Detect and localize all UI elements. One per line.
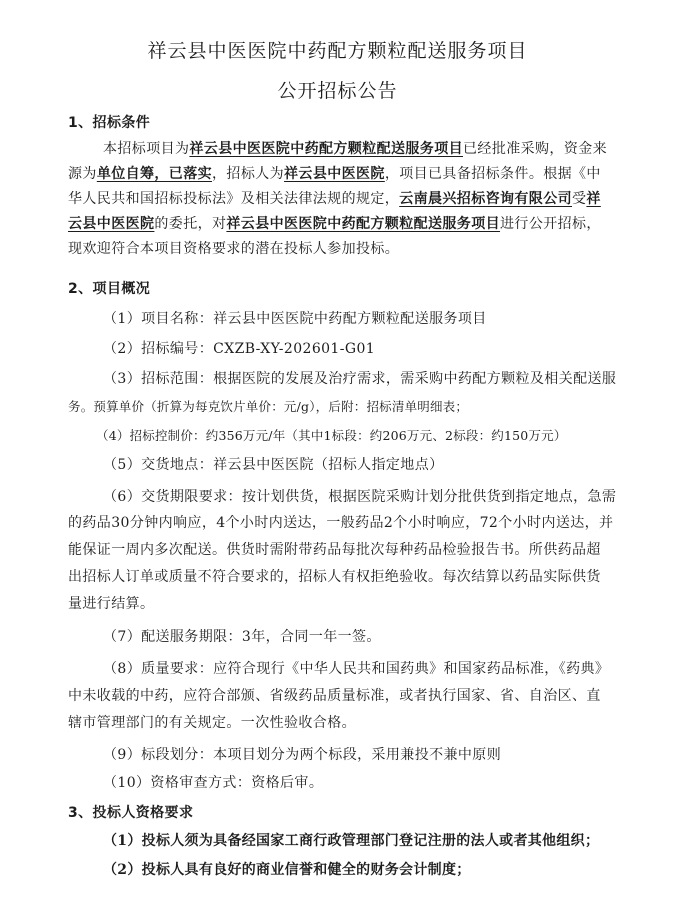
overview-item-8-cont: 辖市管理部门的有关规定。一次性验收合格。 <box>68 715 356 731</box>
text-span: ，招标人为 <box>212 166 285 182</box>
requirement-item-2: （2）投标人具有良好的商业信誉和健全的财务会计制度； <box>103 862 471 878</box>
funding-source-emphasis: 单位自筹，已落实 <box>96 166 213 182</box>
tenderer-emphasis: 云县中医医院 <box>68 216 155 232</box>
overview-item-3-cont: 务。预算单价（折算为每克饮片单价：元/g），后附：招标清单明细表； <box>68 399 469 414</box>
tenderer-emphasis: 祥 <box>586 191 601 207</box>
requirement-item-1: （1）投标人须为具备经国家工商行政管理部门登记注册的法人或者其他组织； <box>103 833 600 849</box>
overview-item-6-cont: 量进行结算。 <box>68 596 155 612</box>
text-span: 源为 <box>68 166 97 182</box>
text-span: 的委托，对 <box>154 216 227 232</box>
overview-item-10: （10）资格审查方式：资格后审。 <box>103 775 324 791</box>
overview-item-4: （4）招标控制价：约356万元/年（其中1标段：约206万元、2标段：约150万元） <box>96 428 567 443</box>
text-span: 华人民共和国招标投标法》及相关法律法规的规定， <box>68 191 400 207</box>
overview-item-2: （2）招标编号：CXZB-XY-202601-G01 <box>103 341 376 357</box>
section-heading-1: 1、招标条件 <box>68 115 151 131</box>
text-span: 进行公开招标， <box>500 216 601 232</box>
overview-item-8-cont: 中未收载的中药，应符合部颁、省级药品质量标准，或者执行国家、省、自治区、直 <box>68 688 601 704</box>
overview-item-8: （8）质量要求：应符合现行《中华人民共和国药典》和国家药品标准，《药典》 <box>103 661 610 677</box>
paragraph-line <box>103 139 607 159</box>
paragraph-line <box>68 214 601 234</box>
text-span: 受 <box>572 191 587 207</box>
paragraph-line <box>68 164 601 184</box>
text-span: 已经批准采购，资金来 <box>463 141 608 157</box>
paragraph-line: 现欢迎符合本项目资格要求的潜在投标人参加投标。 <box>68 241 400 257</box>
text-span: ，项目已具备招标条件。根据《中 <box>384 166 601 182</box>
title-line-2: 公开招标公告 <box>277 80 398 102</box>
overview-item-9: （9）标段划分：本项目划分为两个标段，采用兼投不兼中原则 <box>103 747 502 763</box>
overview-item-6-cont: 能保证一周内多次配送。供货时需附带药品每批次每种药品检验报告书。所供药品超 <box>68 542 601 558</box>
section-heading-3: 3、投标人资格要求 <box>68 805 194 821</box>
project-name-emphasis: 祥云县中医医院中药配方颗粒配送服务项目 <box>226 216 501 232</box>
agency-emphasis: 云南晨兴招标咨询有限公司 <box>399 191 573 207</box>
overview-item-3: （3）招标范围：根据医院的发展及治疗需求，需采购中药配方颗粒及相关配送服 <box>103 371 617 387</box>
overview-item-6-cont: 出招标人订单或质量不符合要求的，招标人有权拒绝验收。每次结算以药品实际供货 <box>68 569 601 585</box>
overview-item-6: （6）交货期限要求：按计划供货，根据医院采购计划分批供货到指定地点，急需 <box>103 489 617 505</box>
paragraph-line <box>68 189 601 209</box>
overview-item-6-cont: 的药品30分钟内响应，4个小时内送达，一般药品2个小时响应，72个小时内送达，并 <box>68 515 614 531</box>
project-name-emphasis: 祥云县中医医院中药配方颗粒配送服务项目 <box>189 141 464 157</box>
tenderer-emphasis: 祥云县中医医院 <box>284 166 385 182</box>
overview-item-7: （7）配送服务期限：3年，合同一年一签。 <box>103 629 381 645</box>
section-heading-2: 2、项目概况 <box>68 281 151 297</box>
overview-item-1: （1）项目名称：祥云县中医医院中药配方颗粒配送服务项目 <box>103 311 487 327</box>
overview-item-5: （5）交货地点：祥云县中医医院（招标人指定地点） <box>103 457 444 473</box>
title-line-1: 祥云县中医医院中药配方颗粒配送服务项目 <box>147 40 528 62</box>
text-span: 本招标项目为 <box>103 141 190 157</box>
